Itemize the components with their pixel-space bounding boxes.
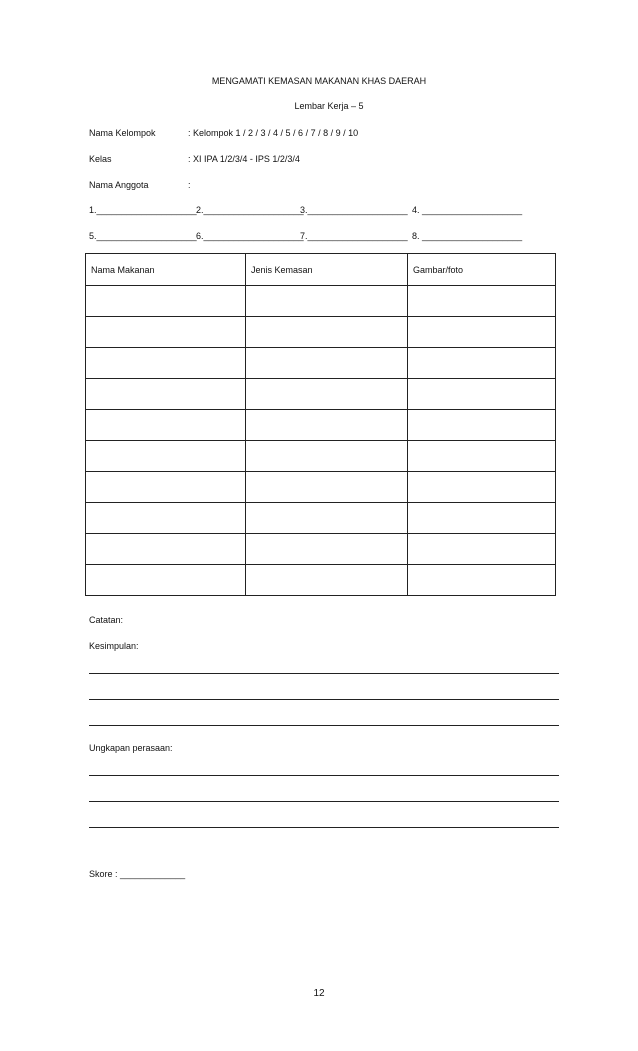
- table-cell[interactable]: [86, 410, 246, 441]
- table-row: [86, 565, 556, 596]
- table-cell[interactable]: [408, 348, 556, 379]
- table-cell[interactable]: [408, 410, 556, 441]
- table-row: [86, 472, 556, 503]
- member-blank-2[interactable]: 2.____________________: [196, 205, 304, 215]
- ungkapan-perasaan-label: Ungkapan perasaan:: [89, 743, 173, 753]
- table-cell[interactable]: [86, 503, 246, 534]
- kesimpulan-line[interactable]: [89, 725, 559, 726]
- table-cell[interactable]: [408, 286, 556, 317]
- table-cell[interactable]: [246, 317, 408, 348]
- member-blank-3[interactable]: 3.____________________: [300, 205, 408, 215]
- ungkapan-line[interactable]: [89, 775, 559, 776]
- field-value-anggota: :: [188, 180, 191, 190]
- header-gambar-foto: Gambar/foto: [408, 254, 556, 286]
- member-blank-4[interactable]: 4. ____________________: [412, 205, 523, 215]
- worksheet-subtitle: Lembar Kerja – 5: [294, 101, 364, 111]
- table-cell[interactable]: [86, 379, 246, 410]
- table-cell[interactable]: [408, 534, 556, 565]
- field-value-kelas: : XI IPA 1/2/3/4 - IPS 1/2/3/4: [188, 154, 300, 164]
- table-cell[interactable]: [86, 565, 246, 596]
- kesimpulan-label: Kesimpulan:: [89, 641, 139, 651]
- table-cell[interactable]: [86, 472, 246, 503]
- member-blank-8[interactable]: 8. ____________________: [412, 231, 523, 241]
- table-row: [86, 286, 556, 317]
- table-row: [86, 379, 556, 410]
- table-cell[interactable]: [86, 317, 246, 348]
- field-label-kelompok: Nama Kelompok: [89, 128, 156, 138]
- table-row: [86, 317, 556, 348]
- header-nama-makanan: Nama Makanan: [86, 254, 246, 286]
- table-row: [86, 503, 556, 534]
- page-title: MENGAMATI KEMASAN MAKANAN KHAS DAERAH: [211, 76, 427, 86]
- table-body: [86, 286, 556, 596]
- table-cell[interactable]: [408, 565, 556, 596]
- table-cell[interactable]: [246, 379, 408, 410]
- table-cell[interactable]: [246, 503, 408, 534]
- header-jenis-kemasan: Jenis Kemasan: [246, 254, 408, 286]
- skore-field[interactable]: Skore : _____________: [89, 869, 186, 879]
- table-row: [86, 441, 556, 472]
- table-cell[interactable]: [86, 348, 246, 379]
- table-cell[interactable]: [408, 317, 556, 348]
- table-cell[interactable]: [408, 441, 556, 472]
- member-blank-5[interactable]: 5.____________________: [89, 231, 197, 241]
- member-blank-7[interactable]: 7.____________________: [300, 231, 408, 241]
- table-cell[interactable]: [408, 503, 556, 534]
- table-row: [86, 410, 556, 441]
- table-cell[interactable]: [86, 441, 246, 472]
- member-blank-1[interactable]: 1.____________________: [89, 205, 197, 215]
- table-row: [86, 534, 556, 565]
- table-cell[interactable]: [86, 286, 246, 317]
- kesimpulan-line[interactable]: [89, 673, 559, 674]
- table-cell[interactable]: [246, 565, 408, 596]
- observation-table: [85, 253, 556, 596]
- ungkapan-line[interactable]: [89, 827, 559, 828]
- page-number: 12: [313, 988, 325, 999]
- table-cell[interactable]: [86, 534, 246, 565]
- catatan-label: Catatan:: [89, 615, 124, 625]
- field-value-kelompok: : Kelompok 1 / 2 / 3 / 4 / 5 / 6 / 7 / 8 / 9 / 10: [188, 128, 359, 138]
- field-label-kelas: Kelas: [89, 154, 112, 164]
- table-cell[interactable]: [246, 410, 408, 441]
- table-cell[interactable]: [246, 348, 408, 379]
- table-header-row: [86, 254, 556, 286]
- table-row: [86, 348, 556, 379]
- table-cell[interactable]: [246, 441, 408, 472]
- ungkapan-line[interactable]: [89, 801, 559, 802]
- table-cell[interactable]: [246, 286, 408, 317]
- table-cell[interactable]: [408, 379, 556, 410]
- table-cell[interactable]: [408, 472, 556, 503]
- kesimpulan-line[interactable]: [89, 699, 559, 700]
- member-blank-6[interactable]: 6.____________________: [196, 231, 304, 241]
- table-cell[interactable]: [246, 472, 408, 503]
- table-cell[interactable]: [246, 534, 408, 565]
- field-label-anggota: Nama Anggota: [89, 180, 149, 190]
